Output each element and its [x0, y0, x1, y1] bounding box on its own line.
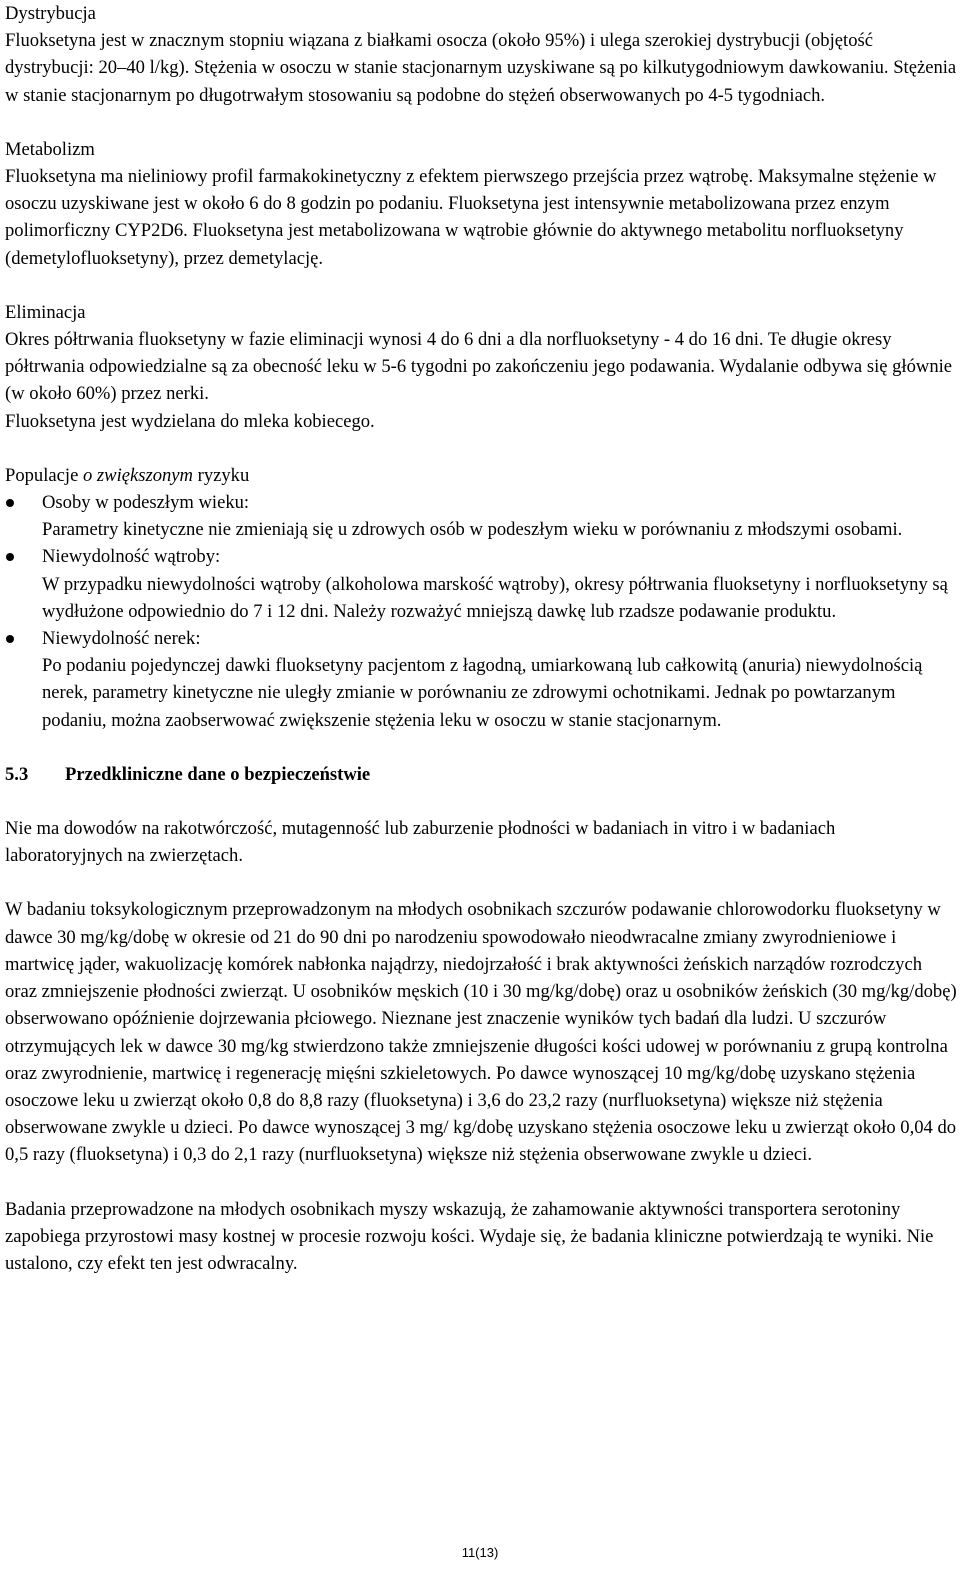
distribution-text: Fluoksetyna jest w znacznym stopniu wiązana z białkami osocza (około 95%) i ulega szerokiej dystrybucji (objętość dystrybucji: 20–40 l/kg). Stężenia w osoczu w stanie stacjonarnym uzyskiwane są po kilkutygodniowym dawkowaniu. Stężenia w stanie stacjonarnym po długotrwałym stosowaniu są podobne do stężeń obserwowanych po 4-5 tygodniach. [5, 30, 957, 106]
metabolism-heading: Metabolizm [5, 138, 95, 160]
list-item-title: Osoby w podeszłym wieku: [42, 492, 250, 514]
section-title [5, 761, 957, 788]
list-item-text: W przypadku niewydolności wątroby (alkoholowa marskość wątroby), okresy półtrwania fluoksetyny i norfluoksetyny są wydłużone odpowiednio do 7 i 12 dni. Należy rozważyć mniejszą dawkę lub rzadsze podawanie produktu. [42, 573, 948, 622]
list-item-title: Niewydolność wątroby: [42, 546, 221, 568]
metabolism-section [5, 136, 957, 272]
distribution-section [5, 0, 957, 109]
document-page [5, 0, 957, 1277]
page-number: 11(13) [461, 1545, 499, 1560]
preclinical-paragraph-2: W badaniu toksykologicznym przeprowadzonym na młodych osobnikach szczurów podawanie chlorowodorku fluoksetyny w dawce 30 mg/kg/dobę w okresie od 21 do 90 dni po narodzeniu spowodowało nieodwracalne zmiany zwyrodnieniowe i martwicę jąder, wakuolizację komórek nabłonka najądrzy, niedojrzałość i brak aktywności żeńskich narządów rozrodczych oraz zmniejszenie płodności zwierząt. U osobników męskich (10 i 30 mg/kg/dobę) oraz u osobników żeńskich (30 mg/kg/dobę) obserwowano opóźnienie dojrzewania płciowego. Nieznane jest znaczenie wyników tych badań dla ludzi. U szczurów otrzymujących lek w dawce 30 mg/kg stwierdzono także zmniejszenie długości kości udowej w porównaniu z grupą kontrolna oraz zwyrodnienie, martwicę i regenerację mięśni szkieletowych. Po dawce wynoszącej 10 mg/kg/dobę uzyskano stężenia osoczowe leku u zwierząt około 0,8 do 8,8 razy (fluoksetyna) i 3,6 do 23,2 razy (nurfluoksetyna) większe niż stężenia obserwowane zwykle u dzieci. Po dawce wynoszącej 3 mg/ kg/dobę uzyskano stężenia osoczowe leku u zwierząt około 0,04 do 0,5 razy (fluoksetyna) i 0,3 do 2,1 razy (nurfluoksetyna) większe niż stężenia obserwowane zwykle u dzieci. [5, 899, 957, 1166]
distribution-heading: Dystrybucja [5, 3, 96, 24]
list-item [5, 543, 957, 625]
list-item-text: Parametry kinetyczne nie zmieniają się u zdrowych osób w podeszłym wieku w porównaniu z młodszymi osobami. [42, 519, 903, 541]
preclinical-paragraph-3: Badania przeprowadzone na młodych osobnikach myszy wskazują, że zahamowanie aktywności transportera serotoniny zapobiega przyrostowi masy kostnej w procesie rozwoju kości. Wydaje się, że badania kliniczne potwierdzają te wyniki. Nie ustalono, czy efekt ten jest odwracalny. [5, 1198, 934, 1274]
section-title-text: Przedkliniczne dane o bezpieczeństwie [65, 763, 371, 785]
list-item [5, 489, 957, 543]
section-number: 5.3 [5, 763, 29, 785]
preclinical-section [5, 761, 957, 1277]
metabolism-text: Fluoksetyna ma nieliniowy profil farmakokinetyczny z efektem pierwszego przejścia przez wątrobę. Maksymalne stężenie w osoczu uzyskiwane jest w około 6 do 8 godzin po podaniu. Fluoksetyna jest intensywnie metabolizowana przez enzym polimorficzny CYP2D6. Fluoksetyna jest metabolizowana w wątrobie głównie do aktywnego metabolitu norfluoksetyny (demetylofluoksetyny), przez demetylację. [5, 166, 937, 269]
list-item [5, 625, 957, 734]
bullet-icon [6, 553, 14, 561]
elimination-text: Okres półtrwania fluoksetyny w fazie eliminacji wynosi 4 do 6 dni a dla norfluoksetyny - 4 do 16 dni. Te długie okresy półtrwania odpowiedzialne są za obecność leku w 5-6 tygodni po zakończeniu jego podawania. Wydalanie odbywa się głównie (w około 60%) przez nerki. [5, 329, 953, 405]
preclinical-paragraph-1: Nie ma dowodów na rakotwórczość, mutagenność lub zaburzenie płodności w badaniach in vitro i w badaniach laboratoryjnych na zwierzętach. [5, 818, 836, 867]
list-item-text: Po podaniu pojedynczej dawki fluoksetyny pacjentom z łagodną, umiarkowaną lub całkowitą (anuria) niewydolnością nerek, parametry kinetyczne nie uległy zmianie w porównaniu ze zdrowymi ochotnikami. Jednak po powtarzanym podaniu, można zaobserwować zwiększenie stężenia leku w osoczu w stanie stacjonarnym. [42, 655, 923, 731]
bullet-icon [6, 635, 14, 643]
elimination-heading: Eliminacja [5, 301, 86, 323]
elimination-section [5, 299, 957, 435]
risk-groups-heading: Populacje o zwiększonym ryzyku [5, 464, 250, 486]
elimination-text-milk: Fluoksetyna jest wydzielana do mleka kobiecego. [5, 410, 375, 432]
risk-groups-list [5, 489, 957, 734]
list-item-title: Niewydolność nerek: [42, 628, 201, 650]
bullet-icon [6, 499, 14, 507]
risk-groups-section [5, 462, 957, 734]
